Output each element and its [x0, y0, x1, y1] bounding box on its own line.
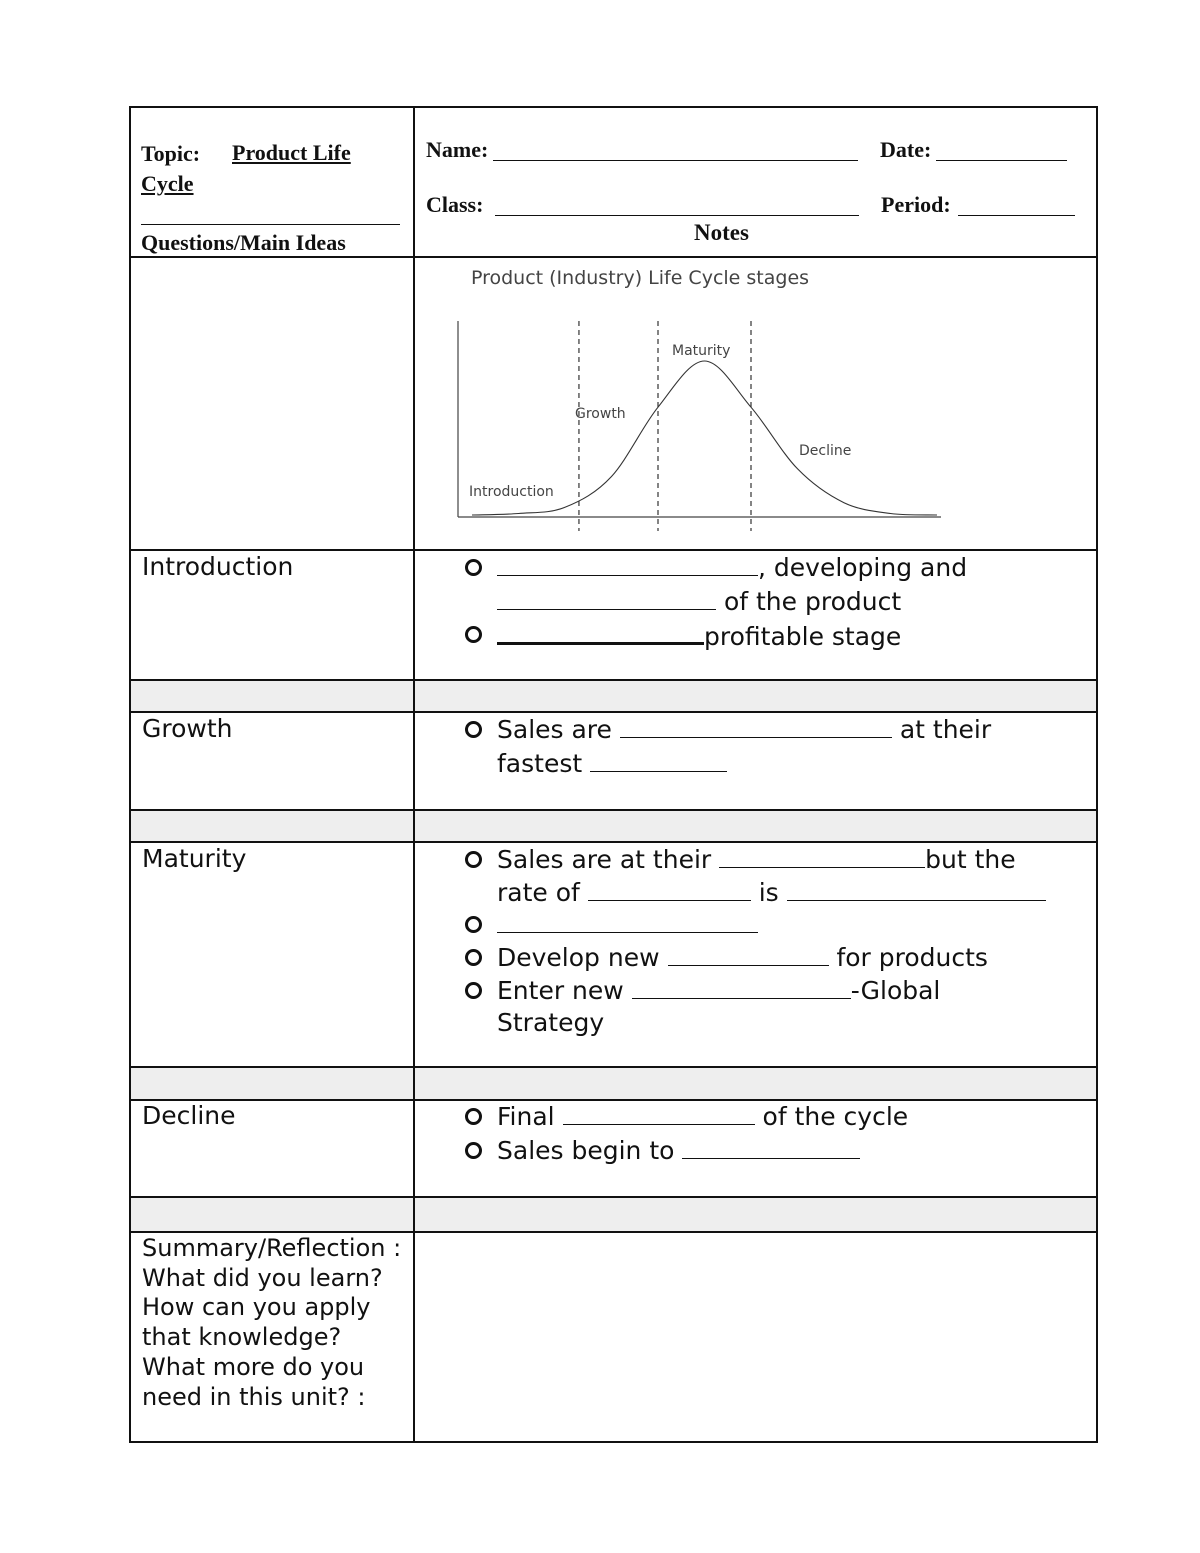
blank-field[interactable]: [632, 974, 851, 999]
list-item: Sales are at their but the rate of is: [462, 843, 1046, 908]
bullet-icon: [465, 1142, 482, 1159]
bullet-icon: [465, 982, 482, 999]
blank-field[interactable]: [590, 747, 727, 772]
table-row-divider: [129, 1066, 1098, 1068]
table-row-divider: [129, 1231, 1098, 1233]
list-item: Sales begin to: [462, 1134, 908, 1168]
row-label-decline: Decline: [142, 1101, 236, 1130]
table-row-divider: [129, 256, 1098, 258]
stage-label-introduction: Introduction: [469, 484, 554, 500]
table-column-divider: [413, 106, 415, 1443]
life-cycle-chart: [417, 259, 1095, 547]
list-item: [462, 908, 1046, 941]
topic-value-continued: Cycle: [141, 171, 194, 196]
summary-reflection-label: Summary/Reflection : What did you learn? How can you apply that knowledge? What more do you need in this unit? :: [142, 1234, 402, 1411]
spacer-row-4: [131, 1198, 1097, 1231]
class-field[interactable]: [495, 215, 859, 216]
bullet-icon: [465, 626, 482, 643]
spacer-row-3: [131, 1068, 1097, 1099]
blank-field[interactable]: [787, 876, 1046, 901]
table-border-right: [1096, 106, 1098, 1443]
table-border-bottom: [129, 1441, 1098, 1443]
decline-notes: [462, 1100, 908, 1167]
list-item: , developing and of the product: [462, 551, 967, 618]
blank-field[interactable]: [497, 618, 704, 645]
blank-field[interactable]: [497, 585, 716, 610]
bullet-icon: [465, 949, 482, 966]
spacer-row-2: [131, 811, 1097, 841]
blank-field[interactable]: [588, 876, 751, 901]
maturity-notes: [462, 843, 1046, 1038]
table-row-divider: [129, 679, 1098, 681]
blank-field[interactable]: [563, 1100, 755, 1125]
table-row-divider: [129, 1196, 1098, 1198]
notes-heading: Notes: [694, 220, 749, 245]
blank-field[interactable]: [719, 843, 925, 868]
stage-label-growth: Growth: [575, 406, 626, 422]
list-item: Sales are at their fastest: [462, 713, 991, 780]
topic-underline: [141, 224, 400, 225]
date-field[interactable]: [936, 160, 1067, 161]
bullet-icon: [465, 916, 482, 933]
name-field[interactable]: [493, 160, 858, 161]
list-item: Enter new -Global Strategy: [462, 974, 1046, 1038]
growth-notes: [462, 713, 991, 780]
topic-label: Topic:: [141, 141, 201, 166]
blank-field[interactable]: [497, 551, 758, 576]
table-row-divider: [129, 809, 1098, 811]
spacer-row-1: [131, 681, 1097, 711]
list-item: Final of the cycle: [462, 1100, 908, 1134]
blank-field[interactable]: [497, 908, 758, 933]
blank-field[interactable]: [668, 941, 829, 966]
stage-label-decline: Decline: [799, 443, 852, 459]
row-label-growth: Growth: [142, 714, 233, 743]
introduction-notes: [462, 551, 967, 654]
questions-main-ideas-heading: Questions/Main Ideas: [141, 230, 346, 255]
bullet-icon: [465, 1108, 482, 1125]
date-label: Date:: [880, 137, 932, 162]
row-label-introduction: Introduction: [142, 552, 294, 581]
class-label: Class:: [426, 192, 484, 217]
table-border-left: [129, 106, 131, 1443]
bullet-icon: [465, 851, 482, 868]
period-field[interactable]: [958, 215, 1075, 216]
row-label-maturity: Maturity: [142, 844, 247, 873]
topic-value: Product Life: [232, 140, 351, 165]
summary-notes-area[interactable]: [416, 1234, 1095, 1440]
stage-label-maturity: Maturity: [672, 343, 731, 359]
blank-field[interactable]: [682, 1134, 860, 1159]
bullet-icon: [465, 559, 482, 576]
blank-field[interactable]: [620, 713, 892, 738]
table-border-top: [129, 106, 1098, 108]
list-item: profitable stage: [462, 618, 967, 654]
chart-title: Product (Industry) Life Cycle stages: [470, 267, 810, 289]
bullet-icon: [465, 721, 482, 738]
list-item: Develop new for products: [462, 941, 1046, 974]
period-label: Period:: [881, 192, 951, 217]
name-label: Name:: [426, 137, 489, 162]
